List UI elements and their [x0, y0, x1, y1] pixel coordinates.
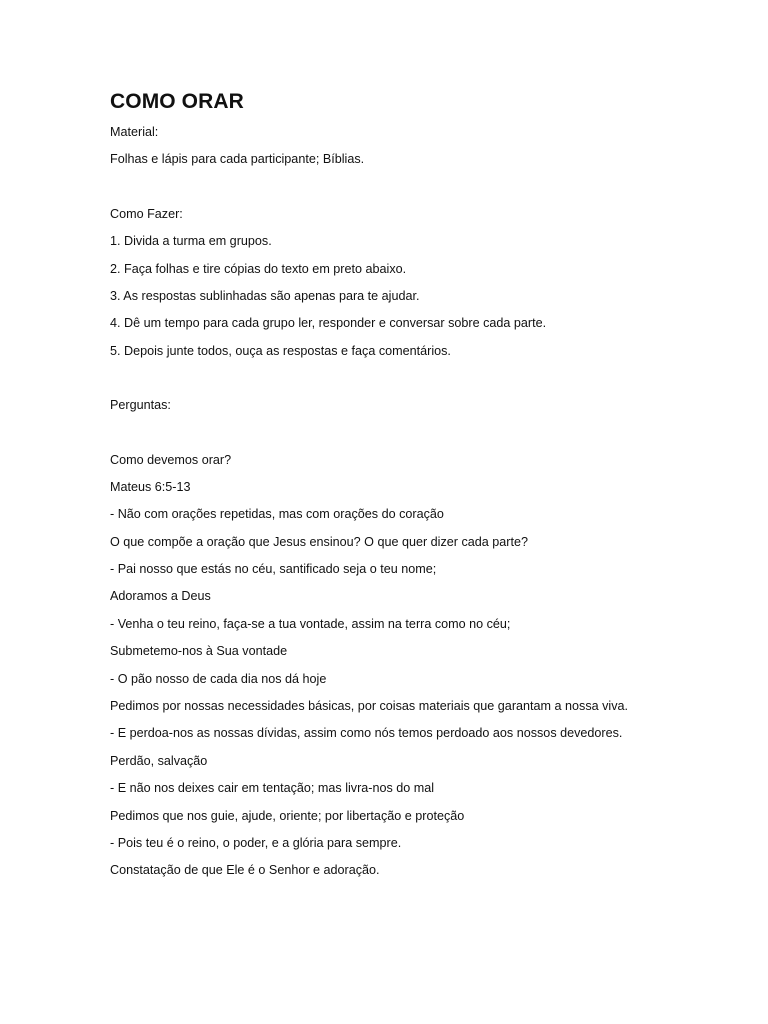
pergunta-line: - Pois teu é o reino, o poder, e a glória para sempre. — [110, 835, 402, 850]
como-fazer-heading: Como Fazer: — [110, 206, 183, 221]
pergunta-line: Submetemo-nos à Sua vontade — [110, 644, 288, 659]
pergunta-line: - E perdoa-nos as nossas dívidas, assim como nós temos perdoado aos nossos devedores. — [110, 726, 623, 741]
pergunta-line: - O pão nosso de cada dia nos dá hoje — [110, 671, 327, 686]
pergunta-line: O que compõe a oração que Jesus ensinou? O que quer dizer cada parte? — [110, 534, 528, 549]
pergunta-line: - E não nos deixes cair em tentação; mas livra-nos do mal — [110, 781, 435, 796]
perguntas-heading: Perguntas: — [110, 398, 171, 413]
document-body — [110, 88, 710, 890]
page-title: COMO ORAR — [110, 90, 244, 113]
material-text: Folhas e lápis para cada participante; Bíblias. — [110, 152, 365, 167]
pergunta-line: - Pai nosso que estás no céu, santificado seja o teu nome; — [110, 562, 437, 577]
step-item: 3. As respostas sublinhadas são apenas para te ajudar. — [110, 288, 420, 303]
pergunta-line: - Venha o teu reino, faça-se a tua vontade, assim na terra como no céu; — [110, 616, 511, 631]
material-heading: Material: — [110, 125, 159, 139]
section-spacer — [110, 179, 710, 206]
pergunta-line: Constatação de que Ele é o Senhor e adoração. — [110, 863, 380, 878]
pergunta-line: - Não com orações repetidas, mas com orações do coração — [110, 507, 444, 522]
section-spacer — [110, 370, 710, 397]
step-item: 5. Depois junte todos, ouça as respostas e faça comentários. — [110, 343, 451, 358]
step-item: 1. Divida a turma em grupos. — [110, 234, 272, 249]
pergunta-line: Mateus 6:5-13 — [110, 479, 191, 494]
pergunta-line: Perdão, salvação — [110, 753, 208, 768]
pergunta-line: Pedimos que nos guie, ajude, oriente; por libertação e proteção — [110, 808, 465, 823]
pergunta-line: Como devemos orar? — [110, 452, 232, 467]
pergunta-line: Adoramos a Deus — [110, 589, 211, 604]
pergunta-line: Pedimos por nossas necessidades básicas, por coisas materiais que garantam a nossa viva. — [110, 699, 629, 714]
section-spacer — [110, 425, 710, 452]
step-item: 2. Faça folhas e tire cópias do texto em preto abaixo. — [110, 261, 407, 276]
step-item: 4. Dê um tempo para cada grupo ler, responder e conversar sobre cada parte. — [110, 316, 547, 331]
